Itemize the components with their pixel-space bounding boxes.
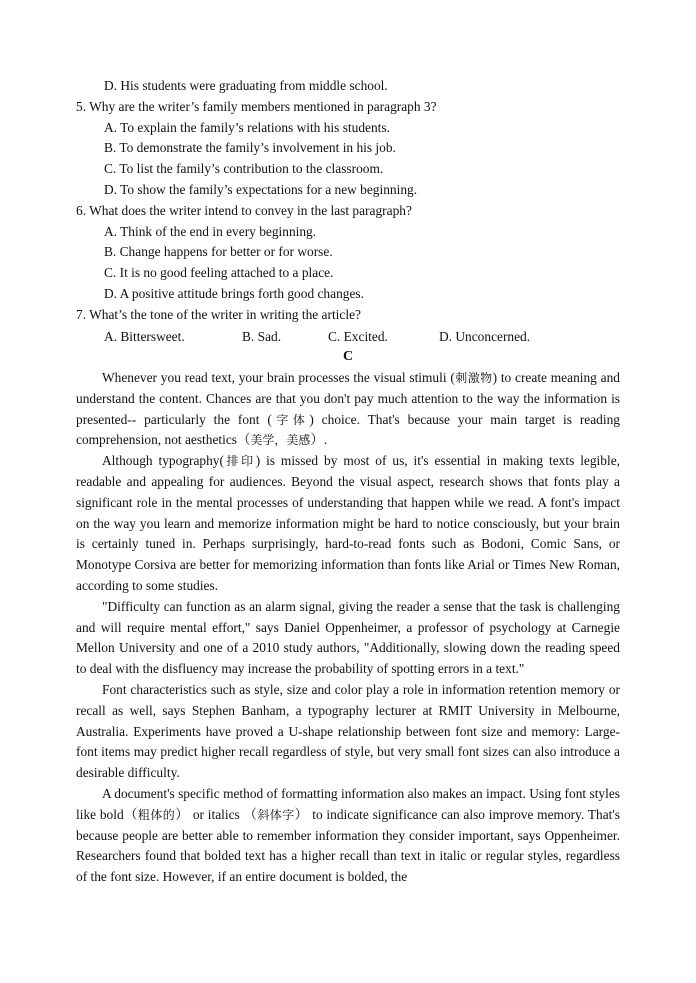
- p5-gloss-italics: 斜体字: [257, 807, 295, 822]
- p5-text-1: A document's specific method of formatting information also makes an impact. Using font styles like bold（: [76, 785, 620, 822]
- p1-text-1: Whenever you read text, your brain processes the visual stimuli (: [102, 370, 455, 385]
- paragraph-4: Font characteristics such as style, size and color play a role in information retention memory or recall as well, says Stephen Banham, a typography lecturer at RMIT University in Melbourne, Australia. Experiments have proved a U-shape relationship between font size and memory: Large-font items may predict higher recall regardless of style, but very small font sizes can also introduce a desirable difficulty.: [76, 681, 620, 781]
- q6-stem: 6. What does the writer intend to convey in the last paragraph?: [76, 203, 412, 218]
- q6-option-b: B. Change happens for better or for worse.: [104, 244, 333, 259]
- p1-gloss-aesthetics: 美学，美感: [250, 433, 311, 448]
- q5-option-c: C. To list the family’s contribution to the classroom.: [104, 161, 384, 176]
- q4-option-d: D. His students were graduating from middle school.: [104, 78, 388, 93]
- q7-option-b: B. Sad.: [242, 329, 282, 344]
- p5-text-2: ） or italics （: [175, 806, 258, 822]
- p1-text-2: ) to create meaning and understand the content. Chances are that you don't pay much attention to the way the information is presented-- particularly the font (: [76, 370, 620, 427]
- q5-option-d: D. To show the family’s expectations for a new beginning.: [104, 182, 418, 197]
- paragraph-1: [76, 368, 620, 451]
- q6-option-d: D. A positive attitude brings forth good changes.: [104, 286, 364, 301]
- q7-options: [104, 327, 664, 347]
- q6-option-c: C. It is no good feeling attached to a place.: [104, 265, 334, 280]
- q7-option-a: A. Bittersweet.: [104, 329, 185, 344]
- q5-stem: 5. Why are the writer’s family members mentioned in paragraph 3?: [76, 99, 437, 114]
- paragraph-3: "Difficulty can function as an alarm signal, giving the reader a sense that the task is challenging and will require mental effort," says Daniel Oppenheimer, a professor of psychology at Carnegie Mellon University and one of a 2010 study authors, "Additionally, slowing down the reading speed to deal with the disfluency may increase the probability of spotting errors in a text.": [76, 598, 620, 677]
- p1-text-4: ）.: [310, 432, 328, 448]
- p1-gloss-font: 字体: [271, 412, 310, 427]
- q7-option-c: C. Excited.: [328, 329, 388, 344]
- p2-text-1: Although typography(: [102, 453, 224, 469]
- q7-stem: 7. What’s the tone of the writer in writing the article?: [76, 307, 361, 322]
- p2-text-2: ) is missed by most of us, it's essential in making texts legible, readable and appealing for audiences. Beyond the visual aspect, research shows that fonts play a significant role in the mental processes of understanding that happen while we read. A font's impact on the way you learn and memorize information might be hard to notice consciously, but your brain is certainly tuned in. Perhaps surprisingly, hard-to-read fonts such as Bodoni, Comic Sans, or Monotype Corsiva are better for memorizing information than fonts like Arial or Times New Roman, according to some studies.: [76, 453, 620, 593]
- paragraph-2: [76, 451, 620, 597]
- p2-gloss-typography: 排印: [223, 454, 256, 469]
- section-title: C: [342, 349, 354, 364]
- q5-option-a: A. To explain the family’s relations with his students.: [104, 120, 390, 135]
- q5-option-b: B. To demonstrate the family’s involvement in his job.: [104, 140, 396, 155]
- p1-text-3: ) choice. That's because your main target is reading comprehension, not aesthetics（: [76, 411, 620, 448]
- p5-gloss-bold: 粗体的: [137, 807, 176, 822]
- passage: [76, 368, 620, 888]
- q7-option-d: D. Unconcerned.: [439, 329, 531, 344]
- p1-gloss-stimuli: 刺激物: [454, 371, 493, 385]
- paragraph-5: [76, 784, 620, 888]
- q6-option-a: A. Think of the end in every beginning.: [104, 224, 317, 239]
- p5-text-3: ） to indicate significance can also improve memory. That's because people are better able to remember information they consider important, says Oppenheimer. Researchers found that bolded text has a higher recall than text in italic or regular styles, regardless of the font size. However, if an entire document is bolded, the: [76, 806, 620, 885]
